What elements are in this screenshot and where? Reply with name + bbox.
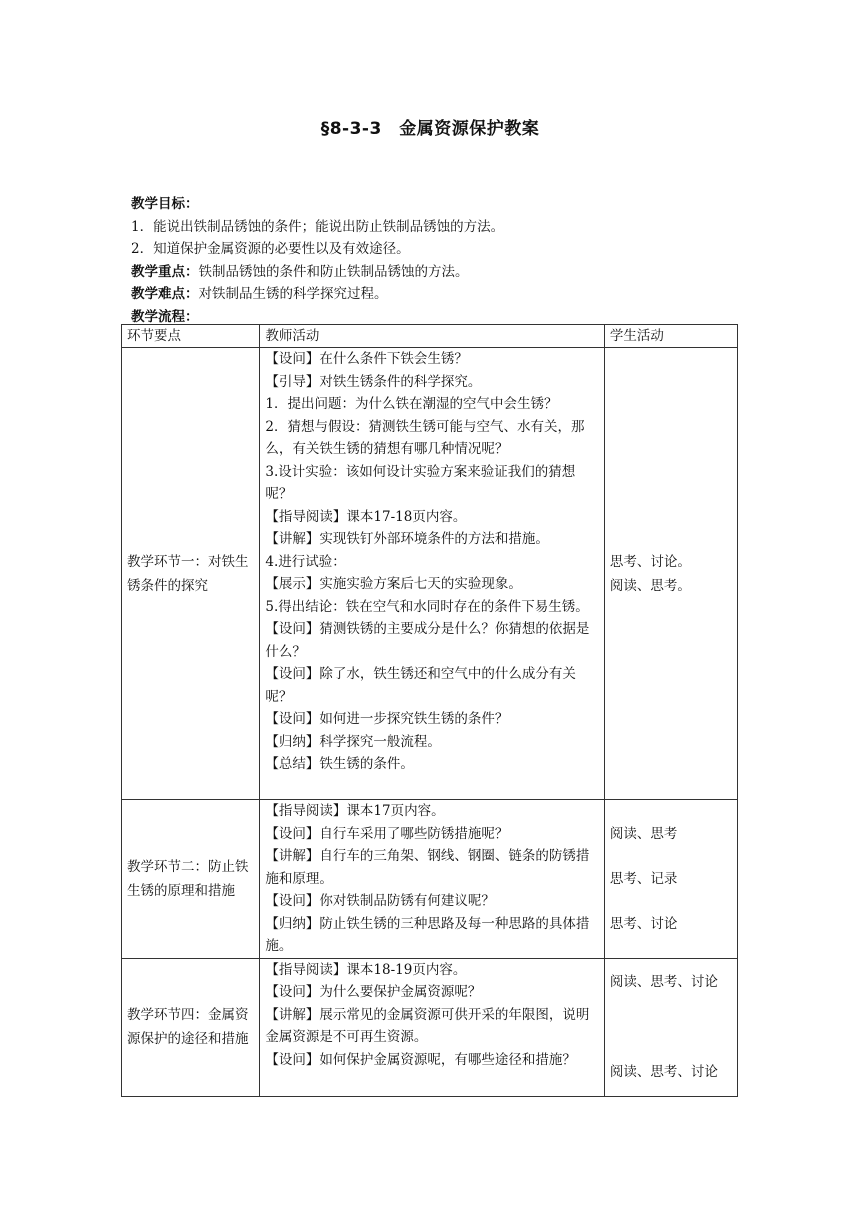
teacher-line: 【指导阅读】课本18-19页内容。 xyxy=(265,961,467,978)
teacher-line: 【指导阅读】课本17-18页内容。 xyxy=(265,508,467,525)
student-activity-cell xyxy=(604,800,737,959)
page-title: §8-3-3 金属资源保护教案 xyxy=(320,119,540,139)
teacher-line: 【设问】猜测铁锈的主要成分是什么？你猜想的依据是什么？ xyxy=(265,621,590,660)
teacher-line: 【引导】对铁生锈条件的科学探究。 xyxy=(265,373,482,390)
teacher-line: 3.设计实验：该如何设计实验方案来验证我们的猜想呢？ xyxy=(265,463,576,502)
student-line: 阅读、思考。 xyxy=(609,577,691,594)
teacher-line: 【讲解】实现铁钉外部环境条件的方法和措施。 xyxy=(265,531,549,547)
teacher-line: 【讲解】展示常见的金属资源可供开采的年限图，说明金属资源是不可再生资源。 xyxy=(265,1006,590,1045)
difficulty-label: 教学难点： xyxy=(131,286,199,302)
table-row xyxy=(122,348,738,800)
teacher-activity-cell xyxy=(260,958,604,1096)
header-stage: 环节要点 xyxy=(122,325,260,348)
teacher-activity-cell xyxy=(260,348,604,800)
teacher-line: 【指导阅读】课本17页内容。 xyxy=(265,803,445,819)
key-point xyxy=(131,261,751,284)
header-student: 学生活动 xyxy=(604,325,737,348)
student-activity-cell xyxy=(604,348,737,800)
difficulty-text: 对铁制品生锈的科学探究过程。 xyxy=(198,286,388,302)
table-row xyxy=(122,958,738,1096)
stage-cell: 教学环节二：防止铁生锈的原理和措施 xyxy=(122,800,260,959)
key-label: 教学重点： xyxy=(131,263,199,280)
teacher-line: 【总结】铁生锈的条件。 xyxy=(265,756,414,772)
student-activity-cell xyxy=(604,958,737,1096)
teacher-line: 【归纳】防止铁生锈的三种思路及每一种思路的具体措施。 xyxy=(265,915,590,954)
header-teacher: 教师活动 xyxy=(260,325,604,348)
student-line: 思考、记录 xyxy=(609,870,678,887)
goal-2: 2．知道保护金属资源的必要性以及有效途径。 xyxy=(131,241,410,257)
teacher-line: 1．提出问题：为什么铁在潮湿的空气中会生锈？ xyxy=(265,396,558,412)
flow-label: 教学流程： xyxy=(131,308,199,325)
teacher-line: 【设问】你对铁制品防锈有何建议呢？ xyxy=(265,893,495,909)
teacher-line: 【设问】在什么条件下铁会生锈？ xyxy=(265,351,468,367)
teacher-line: 【设问】为什么要保护金属资源呢？ xyxy=(265,984,482,1000)
table-header-row xyxy=(122,325,738,348)
difficulty-point xyxy=(131,283,751,306)
student-line: 阅读、思考 xyxy=(609,825,678,842)
student-line: 阅读、思考、讨论 xyxy=(609,1064,718,1080)
teacher-line: 【设问】自行车采用了哪些防锈措施呢？ xyxy=(265,825,509,842)
teacher-line: 【设问】如何保护金属资源呢，有哪些途径和措施？ xyxy=(265,1051,576,1068)
student-line: 阅读、思考、讨论 xyxy=(609,974,718,990)
table-row xyxy=(122,800,738,959)
goals-heading xyxy=(131,193,751,216)
teacher-line: 4.进行试验： xyxy=(265,553,346,570)
goals-label: 教学目标： xyxy=(131,196,199,212)
teacher-line: 【设问】如何进一步探究铁生锈的条件？ xyxy=(265,711,509,727)
student-line: 思考、讨论 xyxy=(609,915,678,932)
teacher-line: 【讲解】自行车的三角架、钢线、钢圈、链条的防锈措施和原理。 xyxy=(265,848,590,887)
stage-cell: 教学环节一：对铁生锈条件的探究 xyxy=(122,348,260,800)
stage-cell: 教学环节四：金属资源保护的途径和措施 xyxy=(122,958,260,1096)
teaching-flow-table xyxy=(121,324,738,1097)
teacher-line: 5.得出结论：铁在空气和水同时存在的条件下易生锈。 xyxy=(265,598,589,615)
teacher-line: 【归纳】科学探究一般流程。 xyxy=(265,733,441,750)
teacher-activity-cell xyxy=(260,800,604,959)
teacher-line: 2．猜想与假设：猜测铁生锈可能与空气、水有关，那么，有关铁生锈的猜想有哪几种情况呢？ xyxy=(265,418,585,457)
key-text: 铁制品锈蚀的条件和防止铁制品锈蚀的方法。 xyxy=(198,263,469,280)
goal-1: 1．能说出铁制品锈蚀的条件；能说出防止铁制品锈蚀的方法。 xyxy=(131,218,505,235)
teacher-line: 【设问】除了水，铁生锈还和空气中的什么成分有关呢？ xyxy=(265,666,576,705)
teacher-line: 【展示】实施实验方案后七天的实验现象。 xyxy=(265,576,522,592)
lesson-intro xyxy=(131,193,751,328)
student-line: 思考、讨论。 xyxy=(609,553,691,570)
